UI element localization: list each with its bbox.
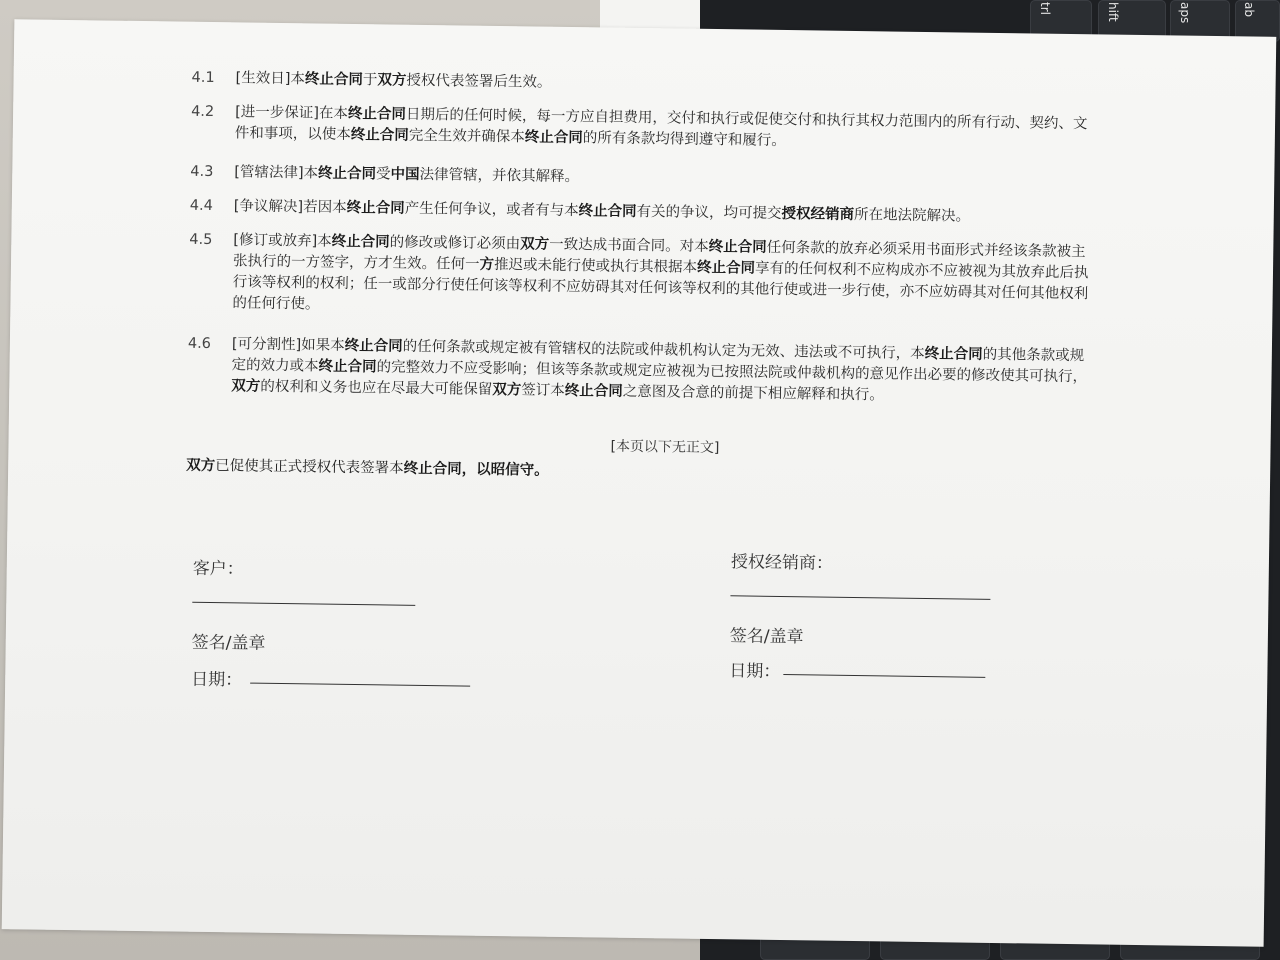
text-segment: 签订本 (521, 382, 565, 399)
text-segment: [争议解决]若因本 (233, 198, 347, 216)
bold-term: 终止合同 (578, 203, 637, 220)
text-segment: 法律管辖，并依其解释。 (419, 166, 580, 186)
clause-text (232, 230, 1089, 326)
clause-4-5 (188, 230, 1089, 327)
customer-signature-line (192, 602, 415, 606)
customer-date-line (250, 683, 470, 687)
text-segment: [生效日]本 (235, 70, 306, 88)
text-segment: [修订或放弃]本 (233, 232, 332, 250)
clause-number: 4.4 (189, 197, 213, 215)
text-segment: 的完整效力不应受影响；但该等条款或规定应被视为已按照法院或仲裁机构的意见作出必要的修改使其可执行， (376, 359, 1088, 386)
text-segment: 所在地法院解决。 (853, 206, 971, 225)
text-segment: 的其他条款或规定的效力或本 (231, 346, 1085, 375)
bold-term: 终止合同 (318, 165, 377, 183)
bold-term: 终止合同 (331, 233, 390, 251)
bold-term: 双方 (492, 381, 522, 399)
bold-term: 双方 (377, 72, 407, 89)
text-segment: 一致达成书面合同。对本 (549, 236, 709, 255)
bold-term: 终止合同，以昭信守。 (403, 460, 549, 479)
bold-term: 终止合同 (564, 382, 623, 400)
clause-text (235, 68, 1091, 101)
clause-4-3 (190, 162, 1090, 196)
bold-term: 终止合同 (318, 358, 377, 376)
dealer-date-line (783, 674, 985, 678)
clause-number: 4.2 (191, 103, 215, 121)
key-tab-label: ab (1242, 2, 1256, 17)
text-segment: 完全生效并确保本 (408, 127, 525, 146)
clause-number: 4.5 (189, 231, 213, 249)
customer-sign-seal-label: 签名/盖章 (191, 632, 266, 654)
bold-term: 终止合同 (346, 199, 405, 217)
text-segment: 已促使其正式授权代表签署本 (215, 458, 404, 477)
customer-date-label: 日期： (191, 669, 243, 691)
text-segment: 的修改或修订必须由 (389, 234, 521, 253)
key-shift-label: hift (1106, 2, 1120, 22)
bold-term: 双方 (520, 236, 550, 253)
text-segment: 推迟或未能行使或执行其根据本 (493, 256, 698, 276)
no-further-text-note: [本页以下无正文] (610, 438, 720, 457)
bold-term: 终止合同 (344, 337, 403, 355)
bold-term: 终止合同 (924, 345, 983, 363)
bold-term: 终止合同 (347, 105, 407, 123)
bold-term: 授权经销商 (781, 205, 855, 223)
witness-statement (186, 454, 549, 480)
customer-label: 客户： (192, 558, 244, 580)
text-segment: [管辖法律]本 (234, 164, 319, 182)
text-segment: 授权代表签署后生效。 (406, 72, 552, 91)
text-segment: 有关的争议，均可提交 (636, 203, 782, 222)
key-ctrl-label: trl (1038, 2, 1052, 15)
clause-text (231, 334, 1088, 409)
key-caps-label: aps (1178, 2, 1192, 24)
clause-text (234, 162, 1090, 195)
clause-number: 4.6 (187, 335, 212, 353)
document-page (2, 19, 1277, 947)
dealer-sign-seal-label: 签名/盖章 (729, 626, 804, 648)
text-segment: 之意图及合意的前提下相应解释和执行。 (622, 383, 884, 404)
text-segment: 的任何条款或规定被有管辖权的法院或仲裁机构认定为无效、违法或不可执行，本 (402, 338, 925, 362)
text-segment: 产生任何争议，或者有与本 (404, 200, 579, 220)
bold-term: 终止合同 (524, 129, 583, 147)
clause-text (235, 102, 1092, 156)
text-segment: 的所有条款均得到遵守和履行。 (582, 130, 786, 150)
dealer-label: 授权经销商： (730, 552, 834, 574)
bold-term: 终止合同 (696, 259, 756, 277)
clause-text (234, 196, 1090, 229)
dealer-date-label: 日期： (729, 661, 781, 682)
text-segment: 的权利和义务也应在尽最大可能保留 (260, 378, 493, 398)
text-segment: 受 (376, 166, 391, 183)
text-segment: 于 (362, 72, 378, 89)
text-segment: [进一步保证]在本 (235, 104, 349, 122)
bold-term: 双方 (186, 457, 216, 475)
clause-4-2 (191, 102, 1091, 157)
dealer-signature-line (730, 595, 990, 600)
clause-number: 4.1 (191, 69, 215, 87)
clause-number: 4.3 (190, 163, 214, 181)
bold-term: 终止合同 (708, 238, 767, 256)
text-segment: [可分割性]如果本 (231, 336, 345, 354)
clause-4-1 (191, 68, 1091, 102)
text-segment: 日期后的任何时候，每一方应自担费用，交付和执行或促使交付和执行其权力范围内的所有行动、契约、文件和事项，以使本 (234, 106, 1088, 143)
bold-term: 中国 (390, 166, 420, 183)
clause-4-6 (187, 334, 1088, 410)
bold-term: 终止合同 (304, 71, 364, 89)
bold-term: 方 (479, 256, 495, 273)
bold-term: 双方 (231, 378, 261, 395)
clause-4-4 (190, 196, 1090, 230)
text-segment: 享有的任何权利不应构成亦不应被视为其放弃此后执行该等权利的权利；任一或部分行使任何该等权利不应妨碍其对任何该等权利的其他行使或进一步行使，亦不应妨碍其对任何其他权利的任何行使。 (232, 260, 1089, 313)
bold-term: 终止合同 (350, 126, 409, 144)
text-segment: 任何条款的放弃必须采用书面形式并经该条款被主张执行的一方签字，方才生效。任何一 (232, 239, 1086, 273)
